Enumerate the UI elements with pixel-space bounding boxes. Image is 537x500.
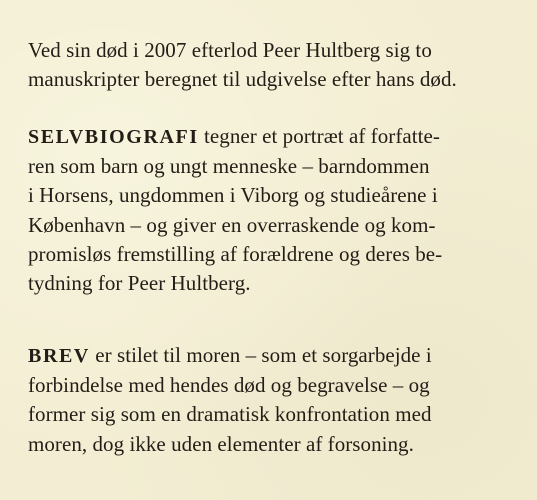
selvbiografi-paragraph <box>28 122 528 298</box>
text-line <box>28 341 528 371</box>
text-line-rest: tegner et portræt af forfatte- <box>198 124 440 148</box>
text-line: promisløs fremstilling af forældrene og deres be- <box>28 241 443 266</box>
intro-paragraph <box>28 36 528 94</box>
text-line: former sig som en dramatisk konfrontation med <box>28 402 432 427</box>
brev-paragraph <box>28 341 528 459</box>
text-line: i Horsens, ungdommen i Viborg og studieårene i <box>28 183 438 208</box>
text-line: moren, dog ikke uden elementer af forsoning. <box>28 431 414 456</box>
text-line-rest: er stilet til moren – som et sorgarbejde i <box>89 343 432 367</box>
text-line: manuskripter beregnet til udgivelse efter hans død. <box>28 67 457 92</box>
text-line: ren som barn og ungt menneske – barndommen <box>28 154 430 179</box>
text-line: tydning for Peer Hultberg. <box>28 271 251 296</box>
book-title-brev: BREV <box>28 345 90 367</box>
text-line <box>28 122 528 152</box>
text-line: Ved sin død i 2007 efterlod Peer Hultberg sig to <box>28 38 432 62</box>
book-title-selvbiografi: SELVBIOGRAFI <box>28 126 199 148</box>
text-line: København – og giver en overraskende og kom- <box>28 212 436 237</box>
text-line: forbindelse med hendes død og begravelse – og <box>28 373 430 398</box>
